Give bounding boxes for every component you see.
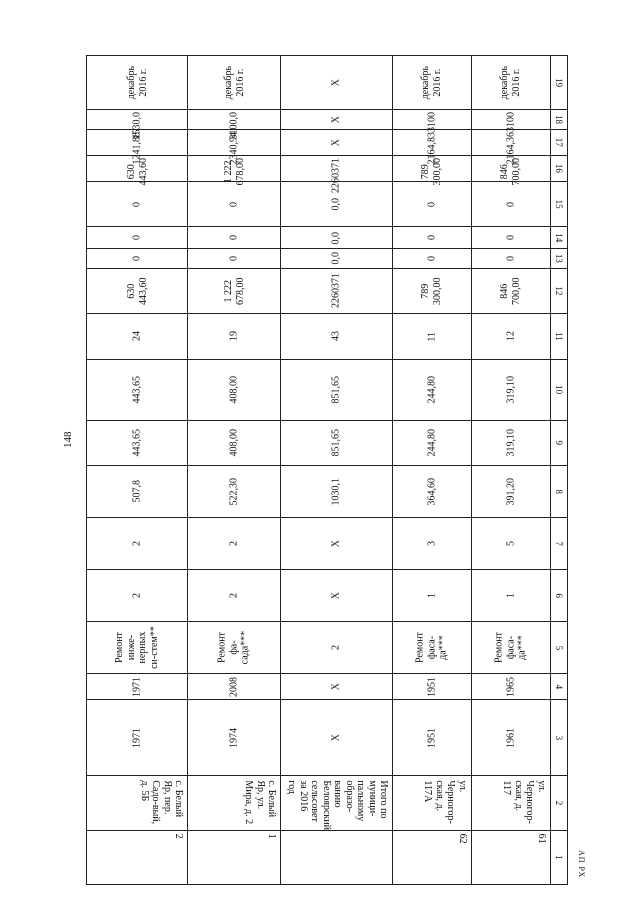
table-cell-c5 bbox=[281, 622, 393, 674]
table-cell-c19 bbox=[471, 56, 550, 110]
cell-text: с. Белый Яр, ул. Мира, д. 2 bbox=[243, 780, 278, 825]
table-cell-c17 bbox=[188, 129, 281, 165]
table-cell-c6 bbox=[281, 570, 393, 622]
cell-text: 319,10 bbox=[505, 429, 517, 457]
cell-text: 851,65 bbox=[330, 375, 342, 404]
table-row bbox=[87, 56, 188, 885]
column-number bbox=[550, 359, 567, 420]
table-cell-no bbox=[471, 830, 550, 884]
table-cell-c5 bbox=[188, 622, 281, 674]
column-number bbox=[550, 776, 567, 830]
table-cell-c18 bbox=[281, 110, 393, 130]
table-cell-c3 bbox=[281, 700, 393, 776]
table-cell-c6 bbox=[188, 570, 281, 622]
cell-text: 244,80 bbox=[426, 429, 438, 457]
cell-text: 2008 bbox=[228, 676, 240, 697]
column-number-text: 15 bbox=[554, 199, 565, 209]
column-number bbox=[550, 622, 567, 674]
table-cell-c15 bbox=[393, 181, 472, 227]
table-cell-address bbox=[471, 776, 550, 830]
cell-text: 11 bbox=[426, 331, 438, 342]
table-cell-c3 bbox=[471, 700, 550, 776]
cell-text: 846 700,00 bbox=[499, 277, 522, 305]
cell-text: 0,0 bbox=[330, 252, 342, 265]
cell-text: 522,30 bbox=[228, 477, 240, 506]
table-cell-c6 bbox=[471, 570, 550, 622]
table-cell-c12 bbox=[471, 268, 550, 314]
cell-text: Ремонт фаса-да*** bbox=[414, 632, 449, 664]
column-number-text: 5 bbox=[554, 645, 565, 651]
cell-text: 0 bbox=[426, 201, 438, 207]
cell-text: 1965 bbox=[505, 676, 517, 697]
table-cell-c19 bbox=[281, 56, 393, 110]
table-cell-c8 bbox=[393, 466, 472, 518]
cell-text: 1951 bbox=[426, 676, 438, 697]
table-cell-c13 bbox=[393, 249, 472, 269]
table-cell-c12 bbox=[393, 268, 472, 314]
cell-text: Х bbox=[330, 79, 342, 87]
cell-text: Х bbox=[330, 683, 342, 691]
table-cell-c7 bbox=[393, 518, 472, 570]
table-cell-c16 bbox=[281, 155, 393, 193]
cell-text: 0 bbox=[505, 235, 517, 241]
table-cell-c16 bbox=[87, 155, 188, 186]
table-cell-address bbox=[281, 776, 393, 830]
table-cell-c10 bbox=[393, 359, 472, 420]
column-number bbox=[550, 830, 567, 884]
cell-text: 0 bbox=[426, 255, 438, 261]
cell-text: 61 bbox=[535, 833, 547, 844]
table-cell-c6 bbox=[393, 570, 472, 622]
table-cell-c16 bbox=[188, 155, 281, 186]
column-number bbox=[550, 674, 567, 700]
table-cell-c17 bbox=[471, 129, 550, 165]
cell-text: 0,0 bbox=[330, 197, 342, 211]
cell-text: 2 bbox=[173, 833, 185, 839]
table-cell-c3 bbox=[188, 700, 281, 776]
column-number-row bbox=[550, 56, 567, 885]
column-number bbox=[550, 466, 567, 518]
table-cell-c9 bbox=[281, 420, 393, 466]
data-table-wrapper bbox=[86, 55, 568, 885]
table-cell-c9 bbox=[188, 420, 281, 466]
column-number bbox=[550, 110, 567, 130]
cell-text: 1030,1 bbox=[330, 477, 342, 506]
table-cell-c14 bbox=[87, 227, 188, 249]
table-cell-c11 bbox=[471, 314, 550, 360]
cell-text: Ремонт инже-нерных си-стем** bbox=[114, 626, 160, 670]
cell-text: Ремонт фаса-да*** bbox=[493, 632, 528, 664]
table-cell-no bbox=[87, 830, 188, 884]
table-cell-c11 bbox=[87, 314, 188, 360]
cell-text: 851,65 bbox=[330, 429, 342, 457]
cell-text: Х bbox=[330, 138, 342, 146]
cell-text: 2260371 bbox=[330, 157, 342, 193]
column-number-text: 9 bbox=[554, 440, 565, 446]
cell-text: 846 700,00 bbox=[499, 157, 522, 186]
cell-text: 43 bbox=[330, 331, 342, 342]
table-cell-c19 bbox=[393, 56, 472, 110]
column-number bbox=[550, 56, 567, 110]
cell-text: 24 bbox=[131, 331, 143, 342]
column-number bbox=[550, 314, 567, 360]
cell-text: 5 bbox=[505, 541, 517, 547]
table-cell-c18 bbox=[87, 110, 188, 140]
cell-text: 0 bbox=[426, 235, 438, 241]
table-cell-c13 bbox=[188, 249, 281, 269]
column-number bbox=[550, 518, 567, 570]
cell-text: 408,00 bbox=[228, 375, 240, 404]
cell-text: 0 bbox=[131, 255, 143, 261]
table-row bbox=[281, 56, 393, 885]
cell-text: 0 bbox=[228, 255, 240, 261]
column-number-text: 13 bbox=[554, 253, 565, 263]
cell-text: 630 443,60 bbox=[125, 157, 149, 186]
table-cell-c18 bbox=[188, 110, 281, 140]
table-cell-c18 bbox=[471, 110, 550, 133]
table-cell-c18 bbox=[393, 110, 472, 133]
cell-text: 408,00 bbox=[228, 429, 240, 457]
table-cell-c12 bbox=[188, 268, 281, 314]
cell-text: Ремонт фа-сада*** bbox=[216, 631, 251, 665]
table-cell-c14 bbox=[281, 227, 393, 249]
column-number bbox=[550, 420, 567, 466]
column-number-text: 16 bbox=[554, 163, 565, 173]
table-cell-c3 bbox=[87, 700, 188, 776]
page-number: 148 bbox=[62, 431, 74, 448]
cell-text: 2164,83 bbox=[426, 131, 438, 165]
footer-mark: АП РХ bbox=[577, 850, 586, 879]
cell-text: 3100 bbox=[426, 112, 438, 133]
cell-text: 0 bbox=[228, 235, 240, 241]
table-cell-c9 bbox=[87, 420, 188, 466]
cell-text: 1951 bbox=[426, 727, 438, 748]
column-number-text: 12 bbox=[554, 286, 565, 296]
table-cell-c8 bbox=[87, 466, 188, 518]
table-cell-c14 bbox=[393, 227, 472, 249]
cell-text: ул. Черногор-ская, д. 117 bbox=[501, 780, 547, 824]
column-number bbox=[550, 155, 567, 181]
data-table bbox=[86, 55, 568, 885]
cell-text: 2 bbox=[131, 541, 143, 547]
column-number-text: 17 bbox=[554, 137, 565, 147]
cell-text: 1974 bbox=[228, 727, 240, 748]
table-cell-address bbox=[87, 776, 188, 830]
table-row bbox=[471, 56, 550, 885]
column-number-text: 11 bbox=[554, 332, 565, 341]
table-cell-c11 bbox=[393, 314, 472, 360]
table-cell-c4 bbox=[471, 674, 550, 700]
cell-text: Х bbox=[330, 115, 342, 124]
cell-text: 1 222 678,00 bbox=[222, 277, 246, 305]
table-cell-c7 bbox=[281, 518, 393, 570]
column-number bbox=[550, 249, 567, 269]
cell-text: 789 300,00 bbox=[420, 157, 443, 186]
table-cell-c4 bbox=[188, 674, 281, 700]
column-number-text: 8 bbox=[554, 489, 565, 494]
cell-text: 0 bbox=[228, 201, 240, 207]
table-cell-c11 bbox=[188, 314, 281, 360]
cell-text: 2164,36 bbox=[505, 131, 517, 165]
column-number-text: 2 bbox=[554, 800, 565, 806]
table-cell-c15 bbox=[188, 181, 281, 227]
cell-text: 507,8 bbox=[131, 480, 143, 503]
cell-text: 443,65 bbox=[131, 375, 143, 404]
table-cell-c7 bbox=[471, 518, 550, 570]
table-cell-c7 bbox=[87, 518, 188, 570]
cell-text: 1 bbox=[266, 833, 278, 839]
cell-text: 0 bbox=[505, 255, 517, 261]
cell-text: 1530,0 bbox=[131, 112, 143, 140]
table-cell-c15 bbox=[87, 181, 188, 227]
cell-text: 2 bbox=[228, 593, 240, 599]
column-number-text: 14 bbox=[554, 233, 565, 243]
table-cell-c4 bbox=[87, 674, 188, 700]
table-cell-c17 bbox=[393, 129, 472, 165]
cell-text: 1 bbox=[505, 593, 517, 599]
table-cell-c13 bbox=[281, 249, 393, 269]
cell-text: 391,20 bbox=[505, 477, 517, 506]
cell-text: с. Белый Яр, пер. Садо-вый, д. 5Б bbox=[138, 780, 185, 825]
cell-text: Итого по муници-пальному образо-ванию Белоярский сельсовет за 2016 год bbox=[286, 780, 390, 830]
column-number-text: 4 bbox=[554, 684, 565, 690]
table-cell-address bbox=[188, 776, 281, 830]
table-cell-c4 bbox=[393, 674, 472, 700]
column-number-text: 1 bbox=[554, 855, 565, 860]
cell-text: 1971 bbox=[131, 727, 143, 748]
cell-text: 789 300,00 bbox=[420, 277, 443, 305]
cell-text: 1971 bbox=[131, 676, 143, 697]
table-cell-c16 bbox=[393, 155, 472, 186]
table-cell-c10 bbox=[471, 359, 550, 420]
column-number bbox=[550, 129, 567, 155]
table-cell-c11 bbox=[281, 314, 393, 360]
cell-text: 364,60 bbox=[426, 477, 438, 506]
cell-text: 2260371 bbox=[330, 273, 342, 309]
cell-text: декабрь 2016 г. bbox=[499, 65, 522, 100]
column-number-text: 3 bbox=[554, 735, 565, 741]
table-cell-c8 bbox=[471, 466, 550, 518]
table-cell-c19 bbox=[87, 56, 188, 110]
cell-text: 0 bbox=[131, 235, 143, 241]
table-cell-c19 bbox=[188, 56, 281, 110]
cell-text: Х bbox=[330, 734, 342, 742]
table-cell-address bbox=[393, 776, 472, 830]
table-cell-c7 bbox=[188, 518, 281, 570]
cell-text: 443,65 bbox=[131, 429, 143, 457]
table-cell-c17 bbox=[281, 129, 393, 155]
cell-text: 12 bbox=[505, 331, 517, 342]
table-row bbox=[393, 56, 472, 885]
table-cell-c12 bbox=[281, 268, 393, 314]
table-cell-c16 bbox=[471, 155, 550, 186]
cell-text: 0 bbox=[505, 201, 517, 207]
cell-text: 2 bbox=[131, 593, 143, 599]
column-number-text: 19 bbox=[554, 78, 565, 88]
cell-text: 319,10 bbox=[505, 375, 517, 404]
table-cell-c12 bbox=[87, 268, 188, 314]
table-cell-c9 bbox=[471, 420, 550, 466]
cell-text: декабрь 2016 г. bbox=[420, 65, 443, 100]
column-number bbox=[550, 570, 567, 622]
table-cell-c10 bbox=[87, 359, 188, 420]
table-cell-c8 bbox=[281, 466, 393, 518]
cell-text: 1 222 678,00 bbox=[222, 157, 246, 186]
cell-text: 62 bbox=[456, 833, 468, 844]
column-number bbox=[550, 181, 567, 227]
column-number-text: 18 bbox=[554, 115, 565, 125]
cell-text: ул. Черногор-ская, д. 117А bbox=[422, 780, 468, 824]
cell-text: 3100 bbox=[505, 112, 517, 133]
cell-text: 244,80 bbox=[426, 375, 438, 404]
table-cell-c13 bbox=[471, 249, 550, 269]
column-number-text: 7 bbox=[554, 541, 565, 546]
cell-text: декабрь 2016 г. bbox=[125, 65, 149, 100]
table-cell-c4 bbox=[281, 674, 393, 700]
cell-text: Х bbox=[330, 592, 342, 600]
table-cell-c5 bbox=[87, 622, 188, 674]
cell-text: 0,0 bbox=[330, 231, 342, 244]
column-number bbox=[550, 227, 567, 249]
cell-text: 1241,88 bbox=[131, 131, 143, 165]
table-cell-no bbox=[393, 830, 472, 884]
column-number bbox=[550, 700, 567, 776]
cell-text: 2340,94 bbox=[228, 131, 240, 165]
table-cell-c9 bbox=[393, 420, 472, 466]
cell-text: 0 bbox=[131, 201, 143, 207]
table-cell-c17 bbox=[87, 129, 188, 165]
table-cell-c8 bbox=[188, 466, 281, 518]
cell-text: 1961 bbox=[505, 727, 517, 748]
cell-text: 630 443,60 bbox=[125, 277, 149, 305]
table-cell-c3 bbox=[393, 700, 472, 776]
table-cell-no bbox=[188, 830, 281, 884]
cell-text: декабрь 2016 г. bbox=[222, 65, 246, 100]
column-number-text: 10 bbox=[554, 385, 565, 395]
cell-text: 2 bbox=[330, 645, 342, 651]
cell-text: 1 bbox=[426, 593, 438, 599]
table-cell-c10 bbox=[281, 359, 393, 420]
table-cell-no bbox=[281, 830, 393, 884]
cell-text: 3100,0 bbox=[228, 112, 240, 140]
column-number-text: 6 bbox=[554, 593, 565, 598]
table-cell-c13 bbox=[87, 249, 188, 269]
table-cell-c5 bbox=[393, 622, 472, 674]
table-cell-c6 bbox=[87, 570, 188, 622]
cell-text: Х bbox=[330, 540, 342, 548]
cell-text: 19 bbox=[228, 331, 240, 342]
table-cell-c10 bbox=[188, 359, 281, 420]
column-number bbox=[550, 268, 567, 314]
cell-text: 2 bbox=[228, 541, 240, 547]
table-cell-c5 bbox=[471, 622, 550, 674]
table-cell-c14 bbox=[471, 227, 550, 249]
table-row bbox=[188, 56, 281, 885]
table-cell-c15 bbox=[471, 181, 550, 227]
cell-text: 3 bbox=[426, 541, 438, 547]
table-cell-c14 bbox=[188, 227, 281, 249]
